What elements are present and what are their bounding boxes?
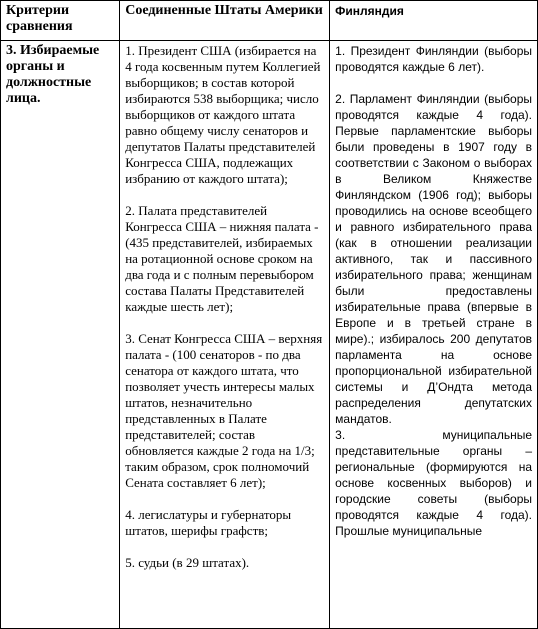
usa-item-senate: 3. Сенат Конгресса США – верхняя палата - (100 сенаторов - по два сенатора от каждого штата, что позволяет учесть интересы малых штатов, незначительно представленных в Палате представителей; состав обновляется каждые 2 года на 1/3; таким образом, срок полномочий Сената составляет 6 лет);	[125, 331, 323, 490]
finland-item-parliament: 2. Парламент Финляндии (выборы проводятся каждые 4 года). Первые парламентские выборы были проведены в 1907 году в соответствии с Законом о выборах в Великом Княжестве Финляндском (1906 год); выборы проводились на основе всеобщего и равного избирательного права (как в отношении реализации активного, так и пассивного избирательного права; женщинам были предоставлены избирательные права (впервые в Европе и в третьей стране в мире).; избиралось 200 депутатов парламента на основе пропорциональной избирательной системы и Д’Ондта метода распределения депутатских мандатов.	[335, 92, 532, 426]
header-criteria: Критерии сравнения	[1, 1, 120, 41]
finland-item-municipal: 3. муниципальные представительные органы – региональные (формируются на основе косвенных выборов) и городские советы (выборы проводятся каждые 4 года). Прошлые муниципальные	[335, 428, 532, 538]
usa-item-judges: 5. судьи (в 29 штатах).	[125, 555, 250, 570]
finland-cell	[330, 41, 538, 629]
usa-cell	[120, 41, 330, 629]
finland-item-president: 1. Президент Финляндии (выборы проводятся каждые 6 лет).	[335, 44, 532, 74]
usa-item-president: 1. Президент США (избирается на 4 года косвенным путем Коллегией выборщиков; в состав которой избираются 538 выборщика; число выборщиков от каждого штата равно общему числу сенаторов и депутатов Палаты представителей Конгресса США, подлежащих избранию от каждого штата);	[125, 43, 321, 186]
criterion-cell: 3. Избираемые органы и должностные лица.	[1, 41, 120, 629]
header-usa: Соединенные Штаты Америки	[120, 1, 330, 41]
usa-item-state-legislatures: 4. легислатуры и губернаторы штатов, шерифы графств;	[125, 507, 292, 538]
table-header-row	[1, 1, 538, 41]
table-row	[1, 41, 538, 629]
header-finland: Финляндия	[330, 1, 538, 41]
usa-item-house: 2. Палата представителей Конгресса США – нижняя палата - (435 представителей, избираемых на ротационной основе сроком на два года и с полным перевыбором состава Палаты Представителей каждые шесть лет);	[125, 203, 319, 314]
